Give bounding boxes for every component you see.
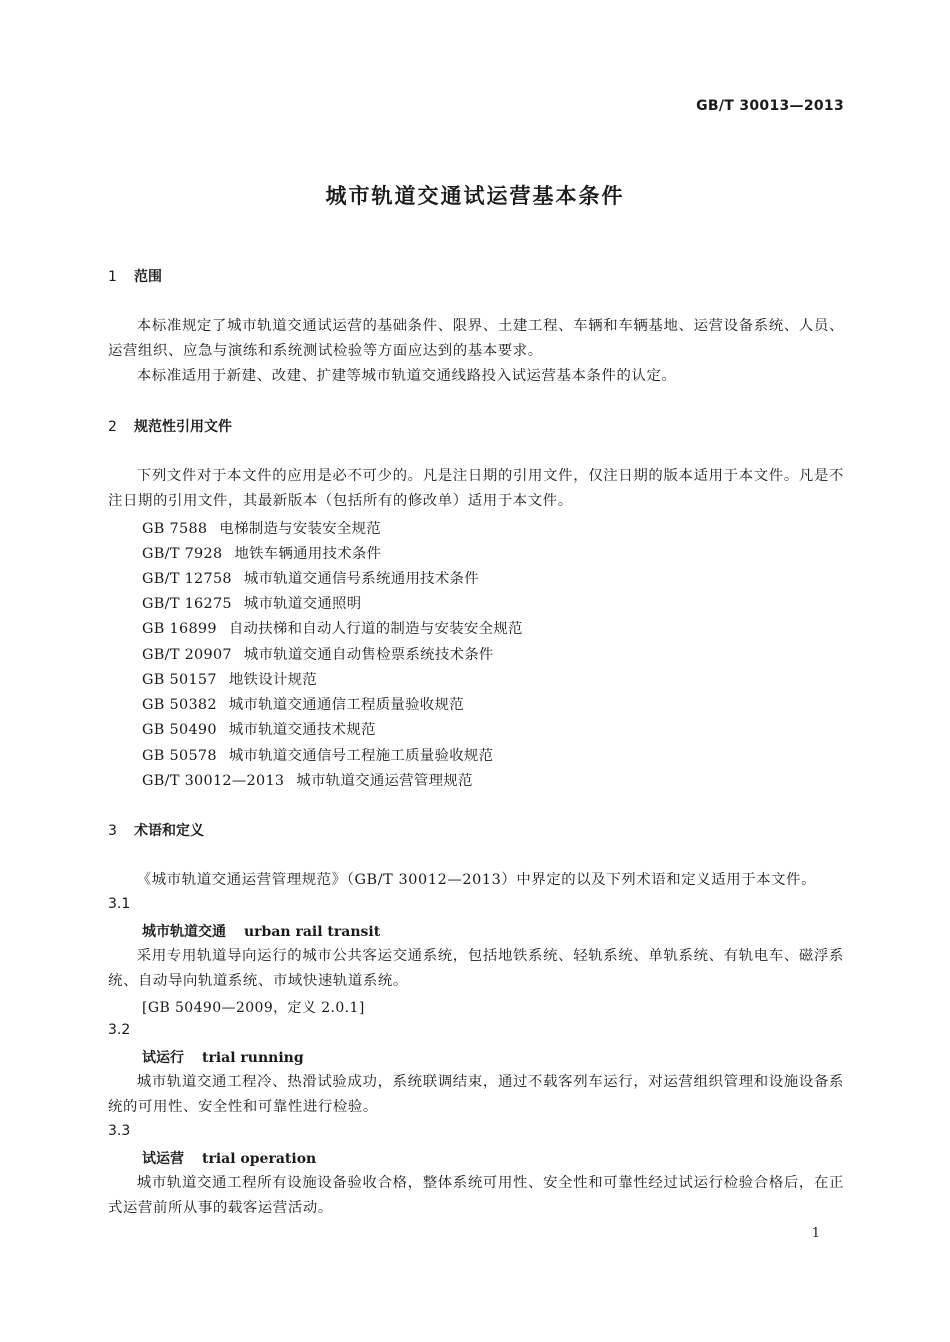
reference-item bbox=[142, 668, 317, 689]
reference-code: GB 50157 bbox=[142, 672, 217, 688]
section-2-intro: 下列文件对于本文件的应用是必不可少的。凡是注日期的引用文件，仅注日期的版本适用于本文件。凡是不注日期的引用文件，其最新版本（包括所有的修改单）适用于本文件。 bbox=[108, 468, 844, 509]
term-zh: 城市轨道交通 bbox=[142, 924, 226, 940]
reference-item bbox=[142, 718, 376, 739]
term-source: [GB 50490—2009，定义 2.0.1] bbox=[142, 1000, 365, 1016]
term-en: trial operation bbox=[202, 1151, 317, 1167]
section-3-heading bbox=[108, 820, 204, 840]
section-title: 术语和定义 bbox=[134, 823, 204, 839]
reference-name: 电梯制造与安装安全规范 bbox=[219, 521, 381, 537]
section-3-intro: 《城市轨道交通运营管理规范》（GB/T 30012—2013）中界定的以及下列术语和定义适用于本文件。 bbox=[136, 872, 817, 888]
reference-name: 城市轨道交通运营管理规范 bbox=[296, 773, 473, 789]
reference-code: GB/T 12758 bbox=[142, 571, 232, 587]
reference-code: GB 50382 bbox=[142, 697, 217, 713]
reference-code: GB/T 16275 bbox=[142, 596, 232, 612]
term-zh: 试运行 bbox=[142, 1050, 184, 1066]
term-en: urban rail transit bbox=[244, 924, 381, 940]
term-name bbox=[142, 1047, 304, 1067]
reference-item bbox=[142, 693, 464, 714]
reference-code: GB/T 7928 bbox=[142, 546, 223, 562]
reference-name: 城市轨道交通技术规范 bbox=[228, 722, 376, 738]
reference-name: 地铁车辆通用技术条件 bbox=[234, 546, 382, 562]
section-1-para-1: 本标准规定了城市轨道交通试运营的基础条件、限界、土建工程、车辆和车辆基地、运营设备系统、人员、运营组织、应急与演练和系统测试检验等方面应达到的基本要求。 bbox=[108, 318, 844, 359]
reference-name: 城市轨道交通通信工程质量验收规范 bbox=[228, 697, 464, 713]
term-number: 3.1 bbox=[108, 896, 131, 912]
term-definition: 城市轨道交通工程冷、热滑试验成功，系统联调结束，通过不载客列车运行，对运营组织管理和设施设备系统的可用性、安全性和可靠性进行检验。 bbox=[108, 1074, 844, 1115]
section-number: 2 bbox=[108, 419, 117, 435]
section-number: 1 bbox=[108, 269, 117, 285]
reference-item bbox=[142, 592, 361, 613]
page-number: 1 bbox=[811, 1226, 820, 1241]
reference-name: 城市轨道交通信号工程施工质量验收规范 bbox=[228, 748, 494, 764]
document-title: 城市轨道交通试运营基本条件 bbox=[325, 184, 625, 208]
standard-code: GB/T 30013—2013 bbox=[696, 98, 844, 114]
reference-code: GB 7588 bbox=[142, 521, 208, 537]
reference-code: GB/T 20907 bbox=[142, 647, 232, 663]
reference-code: GB/T 30012—2013 bbox=[142, 773, 285, 789]
reference-item bbox=[142, 567, 479, 588]
reference-code: GB 16899 bbox=[142, 621, 217, 637]
term-zh: 试运营 bbox=[142, 1151, 184, 1167]
term-name bbox=[142, 1148, 316, 1168]
term-definition: 城市轨道交通工程所有设施设备验收合格，整体系统可用性、安全性和可靠性经过试运行检验合格后，在正式运营前所从事的载客运营活动。 bbox=[108, 1175, 844, 1216]
term-number: 3.2 bbox=[108, 1022, 131, 1038]
reference-name: 城市轨道交通照明 bbox=[243, 596, 362, 612]
term-number: 3.3 bbox=[108, 1123, 131, 1139]
reference-item bbox=[142, 542, 381, 563]
section-1-para-2: 本标准适用于新建、改建、扩建等城市轨道交通线路投入试运营基本条件的认定。 bbox=[136, 368, 677, 384]
term-name bbox=[142, 921, 380, 941]
term-en: trial running bbox=[202, 1050, 304, 1066]
reference-code: GB 50490 bbox=[142, 722, 217, 738]
reference-name: 自动扶梯和自动人行道的制造与安装安全规范 bbox=[228, 621, 523, 637]
reference-item bbox=[142, 517, 381, 538]
section-2-heading bbox=[108, 416, 232, 436]
reference-item bbox=[142, 643, 494, 664]
reference-name: 城市轨道交通信号系统通用技术条件 bbox=[243, 571, 479, 587]
reference-name: 地铁设计规范 bbox=[228, 672, 317, 688]
section-title: 规范性引用文件 bbox=[134, 419, 232, 435]
reference-name: 城市轨道交通自动售检票系统技术条件 bbox=[243, 647, 494, 663]
reference-code: GB 50578 bbox=[142, 748, 217, 764]
reference-item bbox=[142, 617, 523, 638]
reference-item bbox=[142, 769, 473, 790]
reference-item bbox=[142, 744, 493, 765]
section-title: 范围 bbox=[134, 269, 162, 285]
term-definition: 采用专用轨道导向运行的城市公共客运交通系统，包括地铁系统、轻轨系统、单轨系统、有轨电车、磁浮系统、自动导向轨道系统、市域快速轨道系统。 bbox=[108, 948, 844, 989]
section-number: 3 bbox=[108, 823, 117, 839]
section-1-heading bbox=[108, 266, 162, 286]
